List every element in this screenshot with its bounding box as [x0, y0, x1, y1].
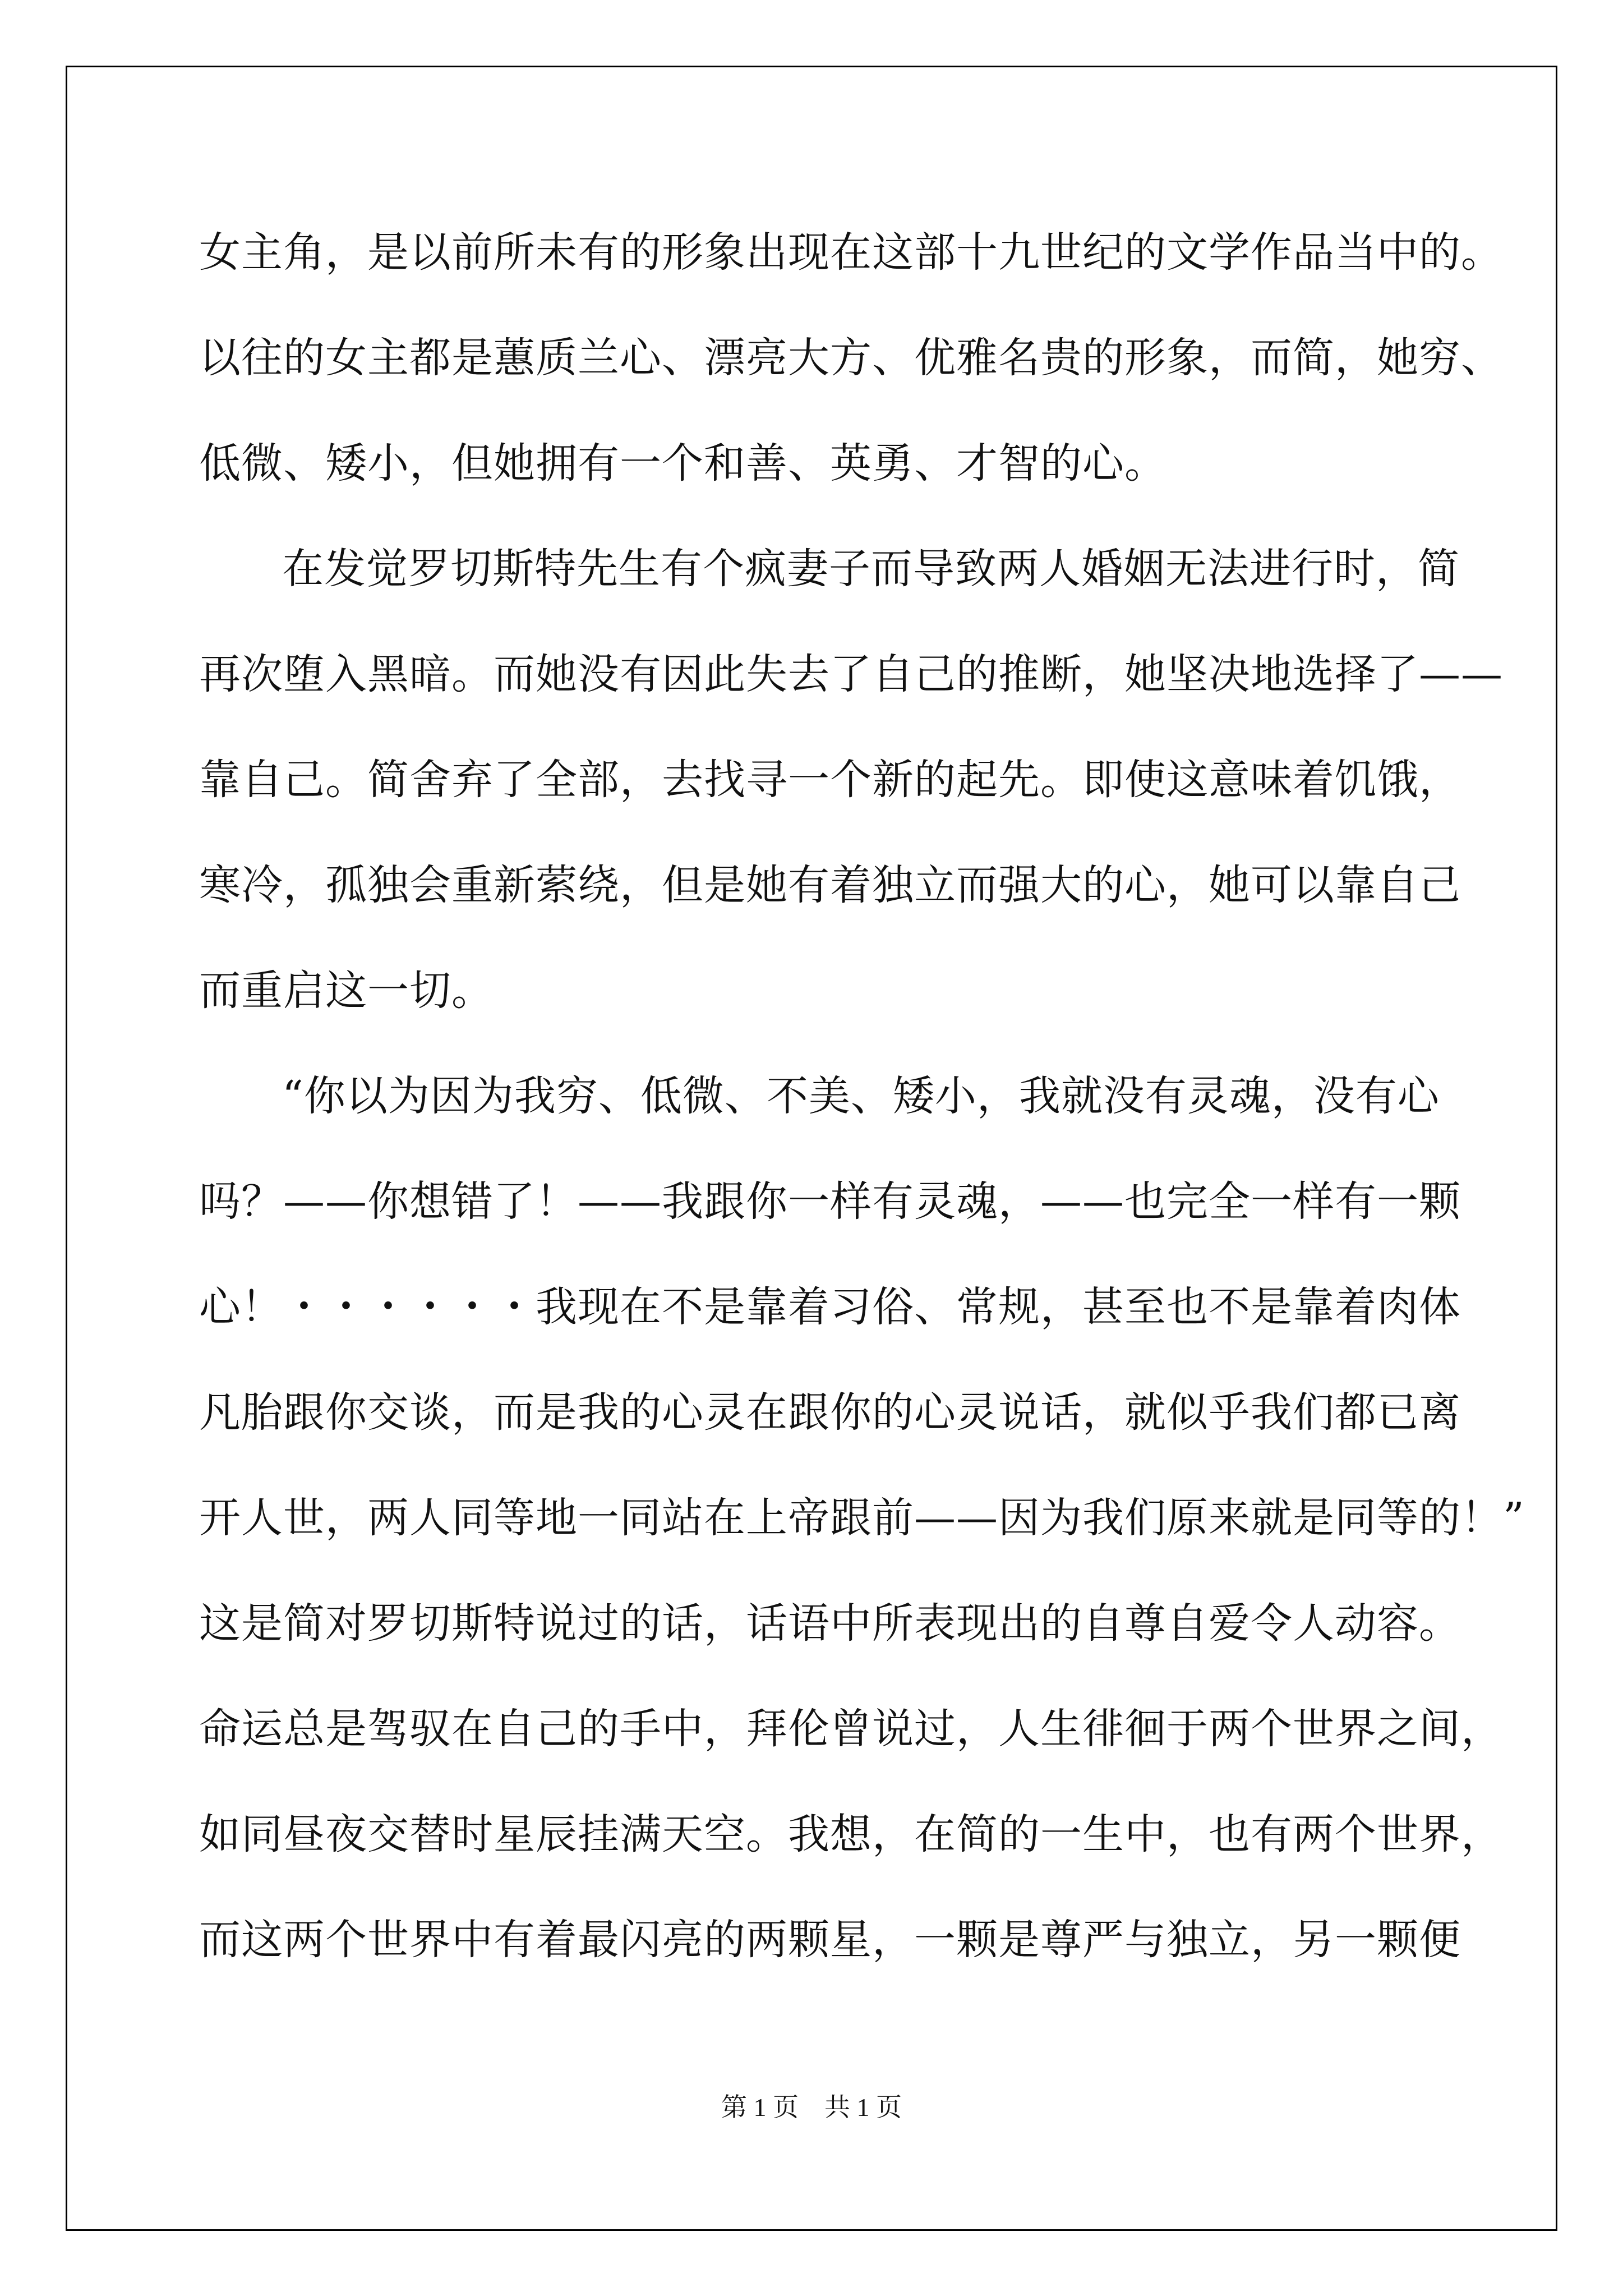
text-line: 开人世，两人同等地一同站在上帝跟前——因为我们原来就是同等的！”	[199, 1494, 1525, 1542]
text-line: 命运总是驾驭在自己的手中，拜伦曾说过，人生徘徊于两个世界之间，	[199, 1705, 1503, 1753]
text-line: 凡胎跟你交谈，而是我的心灵在跟你的心灵说话，就似乎我们都已离	[199, 1388, 1461, 1437]
text-line: 如同昼夜交替时星辰挂满天空。我想，在简的一生中，也有两个世界，	[199, 1810, 1503, 1858]
text-line: 低微、矮小，但她拥有一个和善、英勇、才智的心。	[199, 439, 1166, 487]
text-line-indented: 在发觉罗切斯特先生有个疯妻子而导致两人婚姻无法进行时，简	[282, 545, 1460, 593]
text-line-indented: “你以为因为我穷、低微、不美、矮小，我就没有灵魂，没有心	[282, 1072, 1440, 1120]
text-line: 寒冷，孤独会重新萦绕，但是她有着独立而强大的心，她可以靠自己	[199, 861, 1461, 909]
text-line: 以往的女主都是蕙质兰心、漂亮大方、优雅名贵的形象，而简，她穷、	[199, 334, 1503, 382]
text-line: 再次堕入黑暗。而她没有因此失去了自己的推断，她坚决地选择了——	[199, 650, 1503, 698]
text-line: 而重启这一切。	[199, 967, 494, 1015]
text-line: 而这两个世界中有着最闪亮的两颗星，一颗是尊严与独立，另一颗便	[199, 1916, 1461, 1964]
text-line: 心！・・・・・・我现在不是靠着习俗、常规，甚至也不是靠着肉体	[199, 1283, 1461, 1331]
page-number-footer: 第 1 页 共 1 页	[721, 2093, 902, 2122]
text-line: 靠自己。简舍弃了全部，去找寻一个新的起先。即使这意味着饥饿，	[199, 756, 1461, 804]
text-line: 这是简对罗切斯特说过的话，话语中所表现出的自尊自爱令人动容。	[199, 1599, 1461, 1648]
text-line: 女主角，是以前所未有的形象出现在这部十九世纪的文学作品当中的。	[199, 228, 1503, 277]
text-line: 吗？——你想错了！——我跟你一样有灵魂，——也完全一样有一颗	[199, 1177, 1461, 1226]
